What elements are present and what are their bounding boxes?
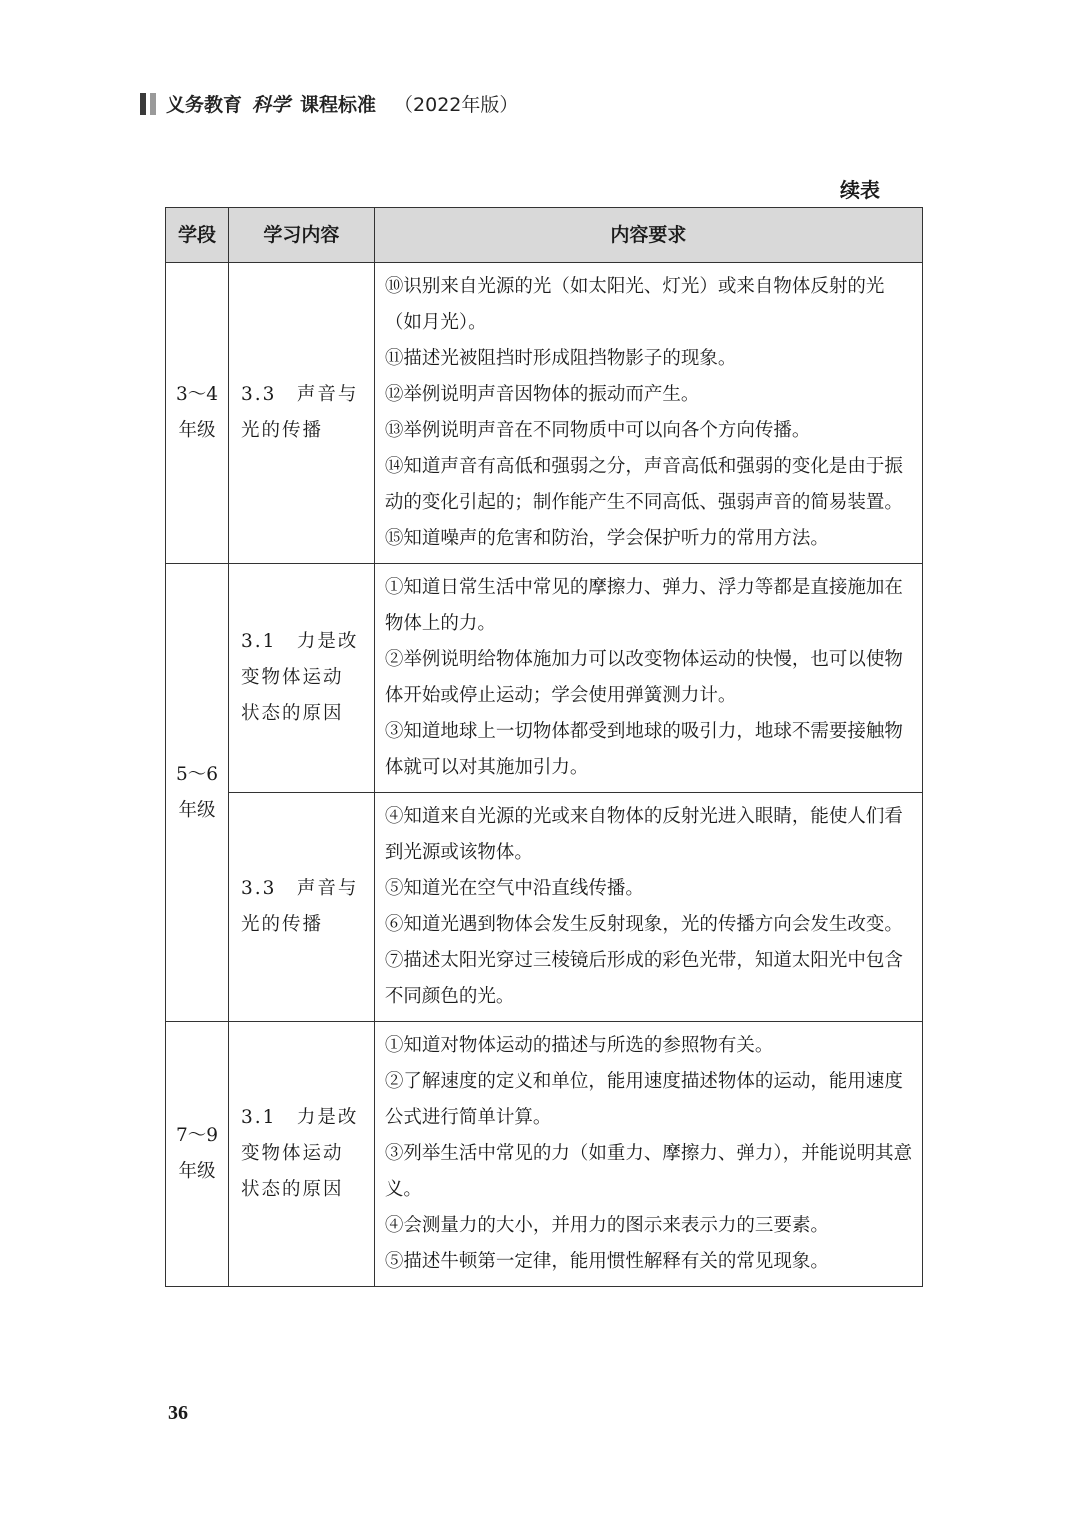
table-body xyxy=(166,263,923,1287)
requirements-cell xyxy=(374,1022,922,1287)
requirement-item: ④会测量力的大小，并用力的图示来表示力的三要素。 xyxy=(384,1215,829,1236)
table-header-row xyxy=(166,208,923,263)
requirement-item: ⑦描述太阳光穿过三棱镜后形成的彩色光带，知道太阳光中包含不同颜色的光。 xyxy=(384,950,903,1007)
header-content: 学习内容 xyxy=(228,208,374,263)
requirements-cell xyxy=(374,793,922,1022)
stage-line: 3～4 xyxy=(175,384,218,405)
table-row xyxy=(166,793,923,1022)
requirement-item: ④知道来自光源的光或来自物体的反射光进入眼睛，能使人们看到光源或该物体。 xyxy=(384,806,903,863)
stage-line: 年级 xyxy=(178,420,216,441)
requirement-item: ⑫举例说明声音因物体的振动而产生。 xyxy=(384,384,700,405)
stage-line: 5～6 xyxy=(175,763,218,785)
requirement-item: ⑤知道光在空气中沿直线传播。 xyxy=(384,878,644,899)
requirement-item: ⑪描述光被阻挡时形成阻挡物影子的现象。 xyxy=(384,348,737,369)
content-line: 3.1 力是改 xyxy=(240,631,359,652)
header-stage: 学段 xyxy=(166,208,229,263)
requirement-item: ⑮知道噪声的危害和防治，学会保护听力的常用方法。 xyxy=(384,528,829,549)
content-line: 光的传播 xyxy=(240,914,323,935)
requirement-item: ③知道地球上一切物体都受到地球的吸引力，地球不需要接触物体就可以对其施加引力。 xyxy=(384,721,903,778)
requirement-item: ⑩识别来自光源的光（如太阳光、灯光）或来自物体反射的光（如月光）。 xyxy=(384,276,885,333)
curriculum-table xyxy=(165,207,923,1287)
content-cell xyxy=(228,263,374,564)
content-line: 3.3 声音与 xyxy=(240,878,359,899)
header-bars-icon xyxy=(140,93,156,115)
requirement-item: ①知道日常生活中常见的摩擦力、弹力、浮力等都是直接施加在物体上的力。 xyxy=(384,577,903,634)
stage-cell xyxy=(166,564,229,1022)
content-line: 3.3 声音与 xyxy=(240,384,359,405)
header-edition: （2022年版） xyxy=(394,94,519,116)
stage-line: 7～9 xyxy=(175,1125,218,1146)
table-row xyxy=(166,1022,923,1287)
content-line: 3.1 力是改 xyxy=(240,1107,359,1128)
requirement-item: ②举例说明给物体施加力可以改变物体运动的快慢，也可以使物体开始或停止运动；学会使用弹簧测力计。 xyxy=(384,649,903,706)
stage-cell xyxy=(166,263,229,564)
content-cell xyxy=(228,564,374,793)
requirement-item: ③列举生活中常见的力（如重力、摩擦力、弹力），并能说明其意义。 xyxy=(384,1143,913,1200)
content-line: 状态的原因 xyxy=(240,1179,344,1200)
page-number: 36 xyxy=(168,1402,188,1424)
requirements-cell xyxy=(374,263,922,564)
requirement-item: ⑥知道光遇到物体会发生反射现象，光的传播方向会发生改变。 xyxy=(384,914,903,935)
requirement-item: ⑭知道声音有高低和强弱之分，声音高低和强弱的变化是由于振动的变化引起的；制作能产生不同高低、强弱声音的简易装置。 xyxy=(384,456,903,513)
stage-cell xyxy=(166,1022,229,1287)
content-line: 状态的原因 xyxy=(240,703,344,724)
content-cell xyxy=(228,1022,374,1287)
stage-line: 年级 xyxy=(178,799,216,821)
content-line: 变物体运动 xyxy=(240,1143,344,1164)
requirements-cell xyxy=(374,564,922,793)
requirement-item: ⑤描述牛顿第一定律，能用惯性解释有关的常见现象。 xyxy=(384,1251,829,1272)
requirement-item: ①知道对物体运动的描述与所选的参照物有关。 xyxy=(384,1035,774,1056)
content-cell xyxy=(228,793,374,1022)
requirement-item: ⑬举例说明声音在不同物质中可以向各个方向传播。 xyxy=(384,420,811,441)
header-requirements: 内容要求 xyxy=(374,208,922,263)
stage-line: 年级 xyxy=(178,1161,216,1182)
content-line: 变物体运动 xyxy=(240,667,344,688)
table-row xyxy=(166,263,923,564)
requirement-item: ②了解速度的定义和单位，能用速度描述物体的运动，能用速度公式进行简单计算。 xyxy=(384,1071,903,1128)
continued-label: 续表 xyxy=(840,178,880,202)
header-title-italic: 科学 xyxy=(252,94,291,116)
header-title-part1: 义务教育 xyxy=(166,94,243,116)
running-header xyxy=(140,90,518,117)
header-title-part2: 课程标准 xyxy=(300,94,377,116)
content-line: 光的传播 xyxy=(240,420,323,441)
table-row xyxy=(166,564,923,793)
